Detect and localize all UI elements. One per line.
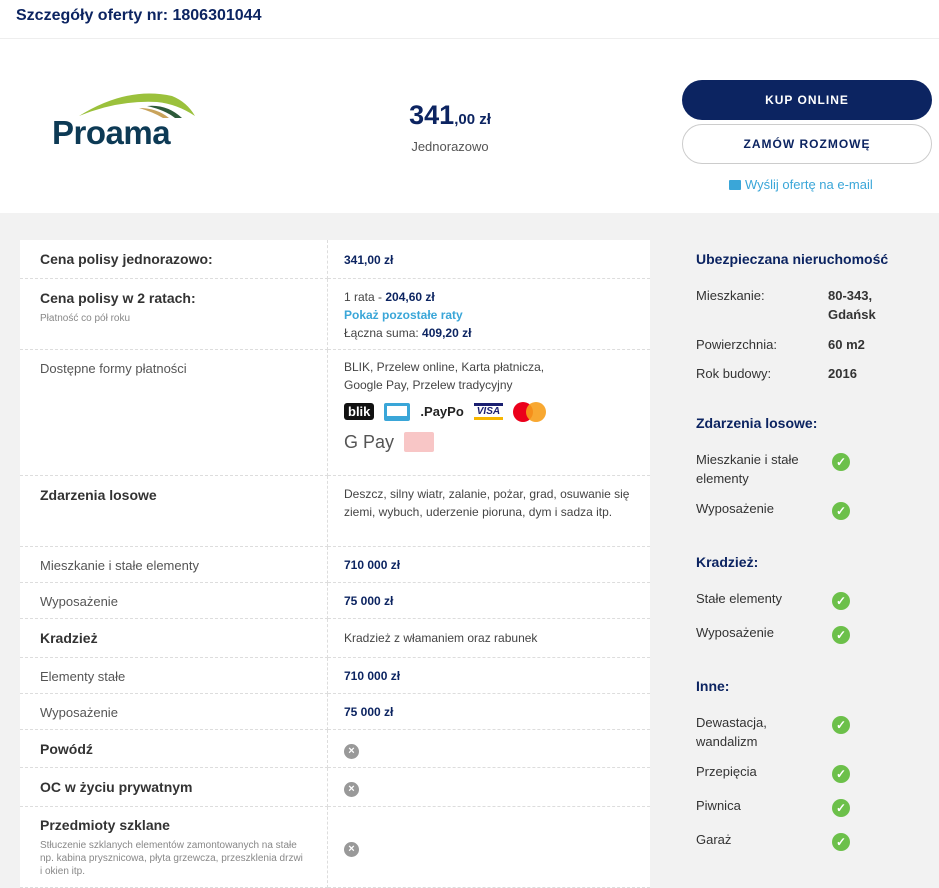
check-icon: ✓ [832, 716, 850, 734]
table-row [20, 475, 650, 546]
table-row [20, 729, 650, 767]
year-value: 2016 [828, 366, 857, 381]
table-row [20, 657, 650, 693]
row-label: Przedmioty szklane [40, 816, 170, 833]
table-row [20, 806, 650, 887]
row-value: 75 000 zł [344, 593, 394, 608]
price-fraction: ,00 zł [454, 111, 491, 128]
table-row [20, 767, 650, 806]
not-covered-icon: × [344, 842, 359, 857]
row-value: 710 000 zł [344, 668, 401, 683]
property-heading: Ubezpieczana nieruchomość [696, 251, 889, 267]
coverage-item: Garaż [696, 832, 732, 847]
table-row [20, 693, 650, 729]
flat-value: 80-343, Gdańsk [828, 288, 876, 322]
check-icon: ✓ [832, 799, 850, 817]
row-label: Wyposażenie [40, 593, 118, 609]
row-label: Powódź [40, 740, 93, 757]
table-row [20, 278, 650, 349]
coverage-item: Stałe elementy [696, 591, 782, 606]
buy-online-button[interactable]: KUP ONLINE [682, 80, 932, 120]
flat-label: Mieszkanie: [696, 288, 765, 303]
table-row [20, 240, 650, 278]
show-installments-link[interactable]: Pokaż pozostałe raty [344, 307, 463, 322]
rate-prefix: 1 rata - [344, 289, 386, 304]
row-value: Kradzież z włamaniem oraz rabunek [344, 630, 538, 645]
row-note: Płatność co pół roku [40, 312, 131, 324]
table-row [20, 618, 650, 657]
row-label: Kradzież [40, 629, 98, 646]
row-label: Cena polisy jednorazowo: [40, 251, 213, 267]
blik-icon: blik [344, 403, 374, 420]
price-main: 341 [409, 100, 455, 130]
row-label: OC w życiu prywatnym [40, 778, 193, 795]
price-summary [360, 100, 540, 154]
visa-icon: VISA [474, 403, 503, 420]
check-icon: ✓ [832, 833, 850, 851]
row-note: Stłuczenie szklanych elementów zamontowanych na stałe np. kabina prysznicowa, płyta grzewcza, przeszklenia drzwi i okien itp. [40, 839, 303, 877]
not-covered-icon: × [344, 744, 359, 759]
coverage-item: Dewastacja, wandalizm [696, 715, 767, 749]
row-value: 75 000 zł [344, 704, 394, 719]
row-value: BLIK, Przelew online, Karta płatnicza, Google Pay, Przelew tradycyjny [344, 359, 545, 392]
random-events-heading: Zdarzenia losowe: [696, 415, 818, 431]
row-value: 710 000 zł [344, 557, 401, 572]
rate-value: 204,60 zł [385, 289, 435, 304]
price-period: Jednorazowo [411, 139, 489, 154]
total-prefix: Łączna suma: [344, 325, 423, 340]
row-label: Wyposażenie [40, 704, 118, 720]
google-pay-icon: G Pay [344, 431, 395, 452]
row-label: Mieszkanie i stałe elementy [40, 557, 199, 573]
area-value: 60 m2 [828, 337, 865, 352]
check-icon: ✓ [832, 765, 850, 783]
check-icon: ✓ [832, 502, 850, 520]
check-icon: ✓ [832, 453, 850, 471]
other-heading: Inne: [696, 678, 730, 694]
traditional-transfer-icon [404, 432, 434, 452]
row-label: Zdarzenia losowe [40, 486, 157, 503]
coverage-item: Wyposażenie [696, 625, 774, 640]
coverage-item: Wyposażenie [696, 501, 774, 516]
offer-details-table [20, 240, 650, 888]
divider [0, 38, 939, 39]
paypo-icon: .PayPo [420, 404, 464, 419]
online-transfer-icon [384, 403, 410, 421]
table-row [20, 582, 650, 618]
mastercard-icon [513, 402, 547, 422]
year-label: Rok budowy: [696, 366, 772, 381]
check-icon: ✓ [832, 626, 850, 644]
row-value: 341,00 zł [344, 253, 394, 267]
row-label: Dostępne formy płatności [40, 360, 187, 376]
coverage-item: Piwnica [696, 798, 741, 813]
send-email-link[interactable]: Wyślij ofertę na e-mail [729, 177, 873, 192]
order-call-button[interactable]: ZAMÓW ROZMOWĘ [682, 124, 932, 164]
area-label: Powierzchnia: [696, 337, 777, 352]
check-icon: ✓ [832, 592, 850, 610]
coverage-item: Mieszkanie i stałe elementy [696, 452, 799, 486]
offer-header [0, 0, 939, 213]
coverage-item: Przepięcia [696, 764, 757, 779]
row-label: Cena polisy w 2 ratach: [40, 289, 196, 306]
row-label: Elementy stałe [40, 668, 126, 684]
not-covered-icon: × [344, 782, 359, 797]
table-row [20, 349, 650, 475]
envelope-icon [729, 180, 741, 190]
table-row [20, 546, 650, 582]
row-value: Deszcz, silny wiatr, zalanie, pożar, grad, osuwanie się ziemi, wybuch, uderzenie pioruna, dym i sadza itp. [344, 486, 630, 519]
total-value: 409,20 zł [422, 325, 472, 340]
page-title: Szczegóły oferty nr: 1806301044 [16, 7, 262, 24]
theft-heading: Kradzież: [696, 554, 759, 570]
proama-logo: Proama [52, 92, 202, 156]
